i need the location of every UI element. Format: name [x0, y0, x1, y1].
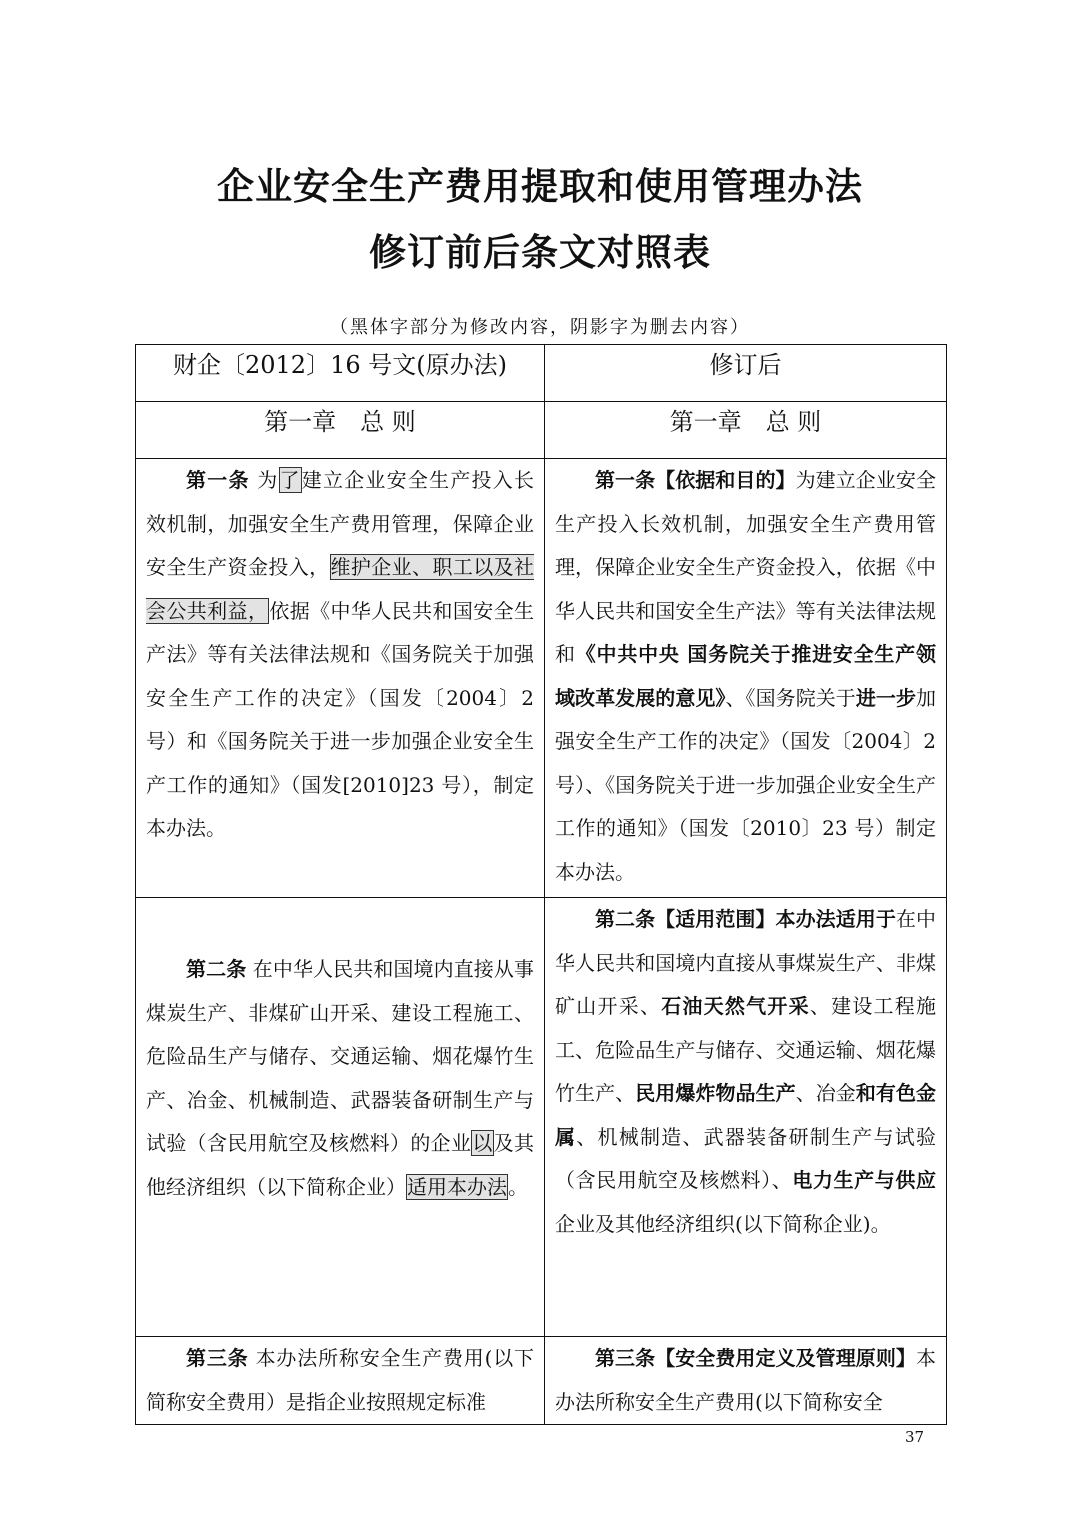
article2-revised [545, 898, 947, 1337]
body-text: 在中华人民共和国境内直接从事煤炭生产、非煤矿山开采、 [555, 907, 936, 1018]
body-text: 、机械制造、武器装备研制生产与试验（含民用航空及核燃料）、 [555, 1124, 937, 1192]
article-text [555, 898, 936, 1246]
table-header-row [136, 345, 947, 402]
article1-revised [545, 459, 947, 898]
revised-text: 第二条 [186, 957, 247, 981]
body-text: 、建设工程施工、危险品生产与储存、交通运输、烟花爆竹生产、 [555, 994, 937, 1105]
revised-text: 第二条【适用范围】本办法适用于 [595, 907, 896, 931]
body-text: 在中华人民共和国境内直接从事煤炭生产、非煤矿山开采、建设工程施工、危险品生产与储存、交通运输、烟花爆竹生产、冶金、机械制造、武器装备研制生产与试验（含民用航空及核燃料）的企业 [146, 957, 535, 1155]
comparison-table [135, 344, 947, 1425]
article3-original [136, 1337, 545, 1425]
body-text: 为建立企业安全生产投入长效机制，加强安全生产费用管理，保障企业安全生产资金投入，依据《中华人民共和国安全生产法》等有关法律法规和 [555, 468, 936, 666]
header-revised: 修订后 [545, 345, 947, 402]
body-text: 企业及其他经济组织(以下简称企业)。 [555, 1211, 891, 1236]
table-row [136, 898, 947, 1337]
revised-text: 进一步 [855, 685, 917, 710]
body-text: 本办法所称安全生产费用(以下简称安全 [555, 1346, 936, 1414]
body-text: 及其他经济组织（以下简称企业） [146, 1131, 535, 1199]
body-text: 加强安全生产工作的决定》（国发〔2004〕2 号）、《国务院关于进一步加强企业安全生产工作的通知》（国发〔2010〕23 号）制定本办法。 [555, 685, 937, 884]
body-text: 依据《中华人民共和国安全生产法》等有关法律法规和《国务院关于加强安全生产工作的决定》（国发〔2004〕2 号）和《国务院关于进一步加强企业安全生产工作的通知》（国发[2010]23 号），制定本办法。 [146, 598, 535, 840]
body-text: 、冶金 [795, 1081, 856, 1105]
article-text [555, 1337, 936, 1424]
deleted-text: 适用本办法 [407, 1174, 507, 1199]
body-text: 本办法所称安全生产费用(以下简称安全费用）是指企业按照规定标准 [146, 1346, 535, 1414]
document-title-line2: 修订前后条文对照表 [369, 231, 711, 274]
revised-text: 电力生产与供应 [792, 1168, 937, 1192]
chapter-revised: 第一章 总 则 [545, 402, 947, 459]
article-text [146, 1337, 534, 1424]
chapter-original: 第一章 总 则 [136, 402, 545, 459]
revised-text: 第一条 [186, 468, 250, 492]
legend-note: （黑体字部分为修改内容，阴影字为删去内容） [330, 317, 750, 338]
revised-text: 民用爆炸物品生产 [635, 1081, 796, 1105]
header-original: 财企〔2012〕16 号文(原办法) [136, 345, 545, 402]
body-text: 为 [249, 468, 279, 492]
revised-text: 第三条【安全费用定义及管理原则】 [595, 1346, 916, 1370]
article3-revised [545, 1337, 947, 1425]
article1-original [136, 459, 545, 898]
article-text [146, 459, 534, 851]
revised-text: 《中共中央 国务院关于推进安全生产领域改革发展的意见》 [555, 642, 936, 710]
deleted-text: 以 [472, 1131, 493, 1155]
article2-original [136, 898, 545, 1337]
document-title-line1: 企业安全生产费用提取和使用管理办法 [217, 165, 863, 208]
revised-text: 第一条【依据和目的】 [595, 468, 796, 492]
deleted-text: 维护企业、职工以及社会公共利益， [146, 555, 534, 623]
body-text: 、《国务院关于 [725, 685, 856, 710]
revised-text: 石油天然气开采 [661, 994, 810, 1018]
deleted-text: 了 [279, 468, 301, 492]
chapter-row [136, 402, 947, 459]
article-text [555, 459, 936, 894]
body-text: 。 [508, 1174, 528, 1199]
article-text [146, 948, 534, 1209]
body-text: 建立企业安全生产投入长效机制，加强安全生产费用管理，保障企业安全生产资金投入， [146, 468, 535, 579]
page-number: 37 [905, 1428, 925, 1446]
revised-text: 和有色金属 [555, 1081, 937, 1149]
table-row [136, 1337, 947, 1425]
table-row [136, 459, 947, 898]
revised-text: 第三条 [186, 1346, 249, 1370]
